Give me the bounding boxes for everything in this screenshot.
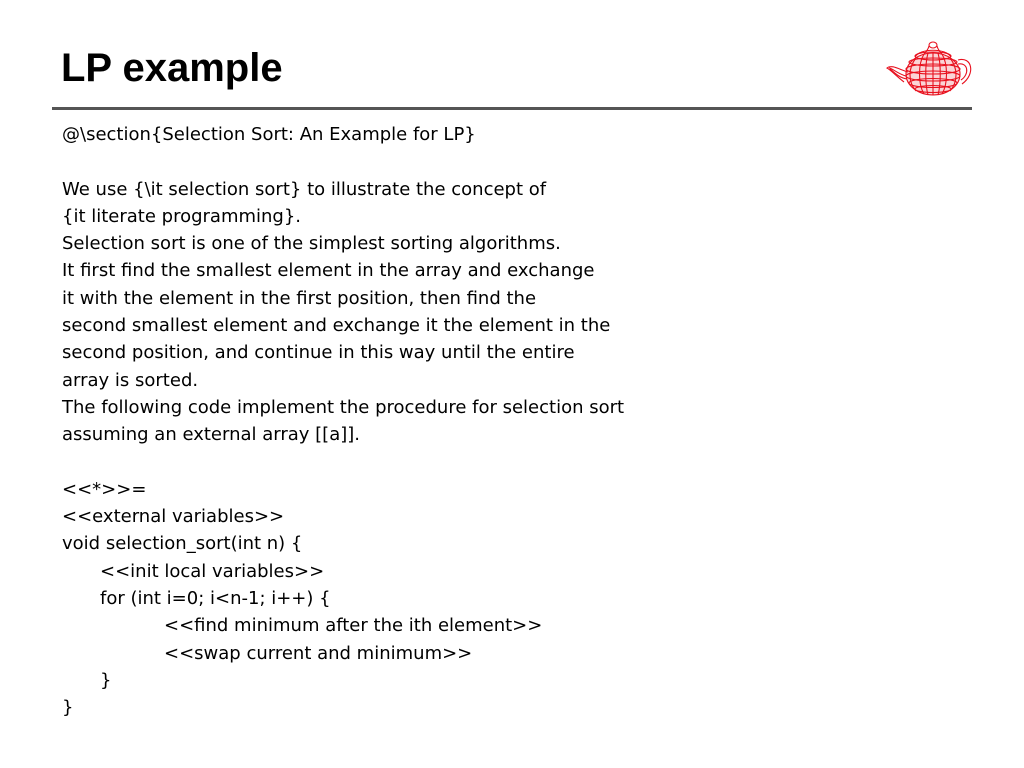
body-line: second position, and continue in this way until the entire [62, 342, 575, 364]
slide-body [62, 121, 962, 722]
body-line: <<*>>= [62, 478, 147, 500]
body-line: array is sorted. [62, 369, 199, 391]
wireframe-teapot-icon [882, 30, 978, 100]
body-line: it with the element in the first position, then find the [62, 287, 537, 309]
body-line: second smallest element and exchange it the element in the [62, 315, 611, 337]
body-line: {it literate programming}. [62, 205, 302, 227]
body-line: for (int i=0; i<n-1; i++) { [100, 588, 331, 610]
body-line: <<external variables>> [62, 506, 285, 528]
body-line [62, 449, 962, 476]
body-line: } [62, 697, 74, 719]
body-line: It first find the smallest element in the array and exchange [62, 260, 595, 282]
slide-title: LP example [61, 46, 283, 90]
body-line: void selection_sort(int n) { [62, 533, 303, 555]
body-line: @\section{Selection Sort: An Example for LP} [62, 124, 476, 145]
body-line: Selection sort is one of the simplest sorting algorithms. [62, 233, 561, 255]
body-line [62, 148, 962, 175]
body-line: The following code implement the procedure for selection sort [62, 396, 625, 418]
body-line: <<init local variables>> [100, 560, 325, 582]
body-line: We use {\it selection sort} to illustrate the concept of [62, 178, 547, 200]
body-line: <<swap current and minimum>> [164, 642, 473, 664]
body-line: <<find minimum after the ith element>> [164, 615, 543, 637]
body-line: } [100, 669, 112, 691]
body-line: assuming an external array [[a]]. [62, 424, 360, 446]
title-divider [52, 107, 972, 110]
